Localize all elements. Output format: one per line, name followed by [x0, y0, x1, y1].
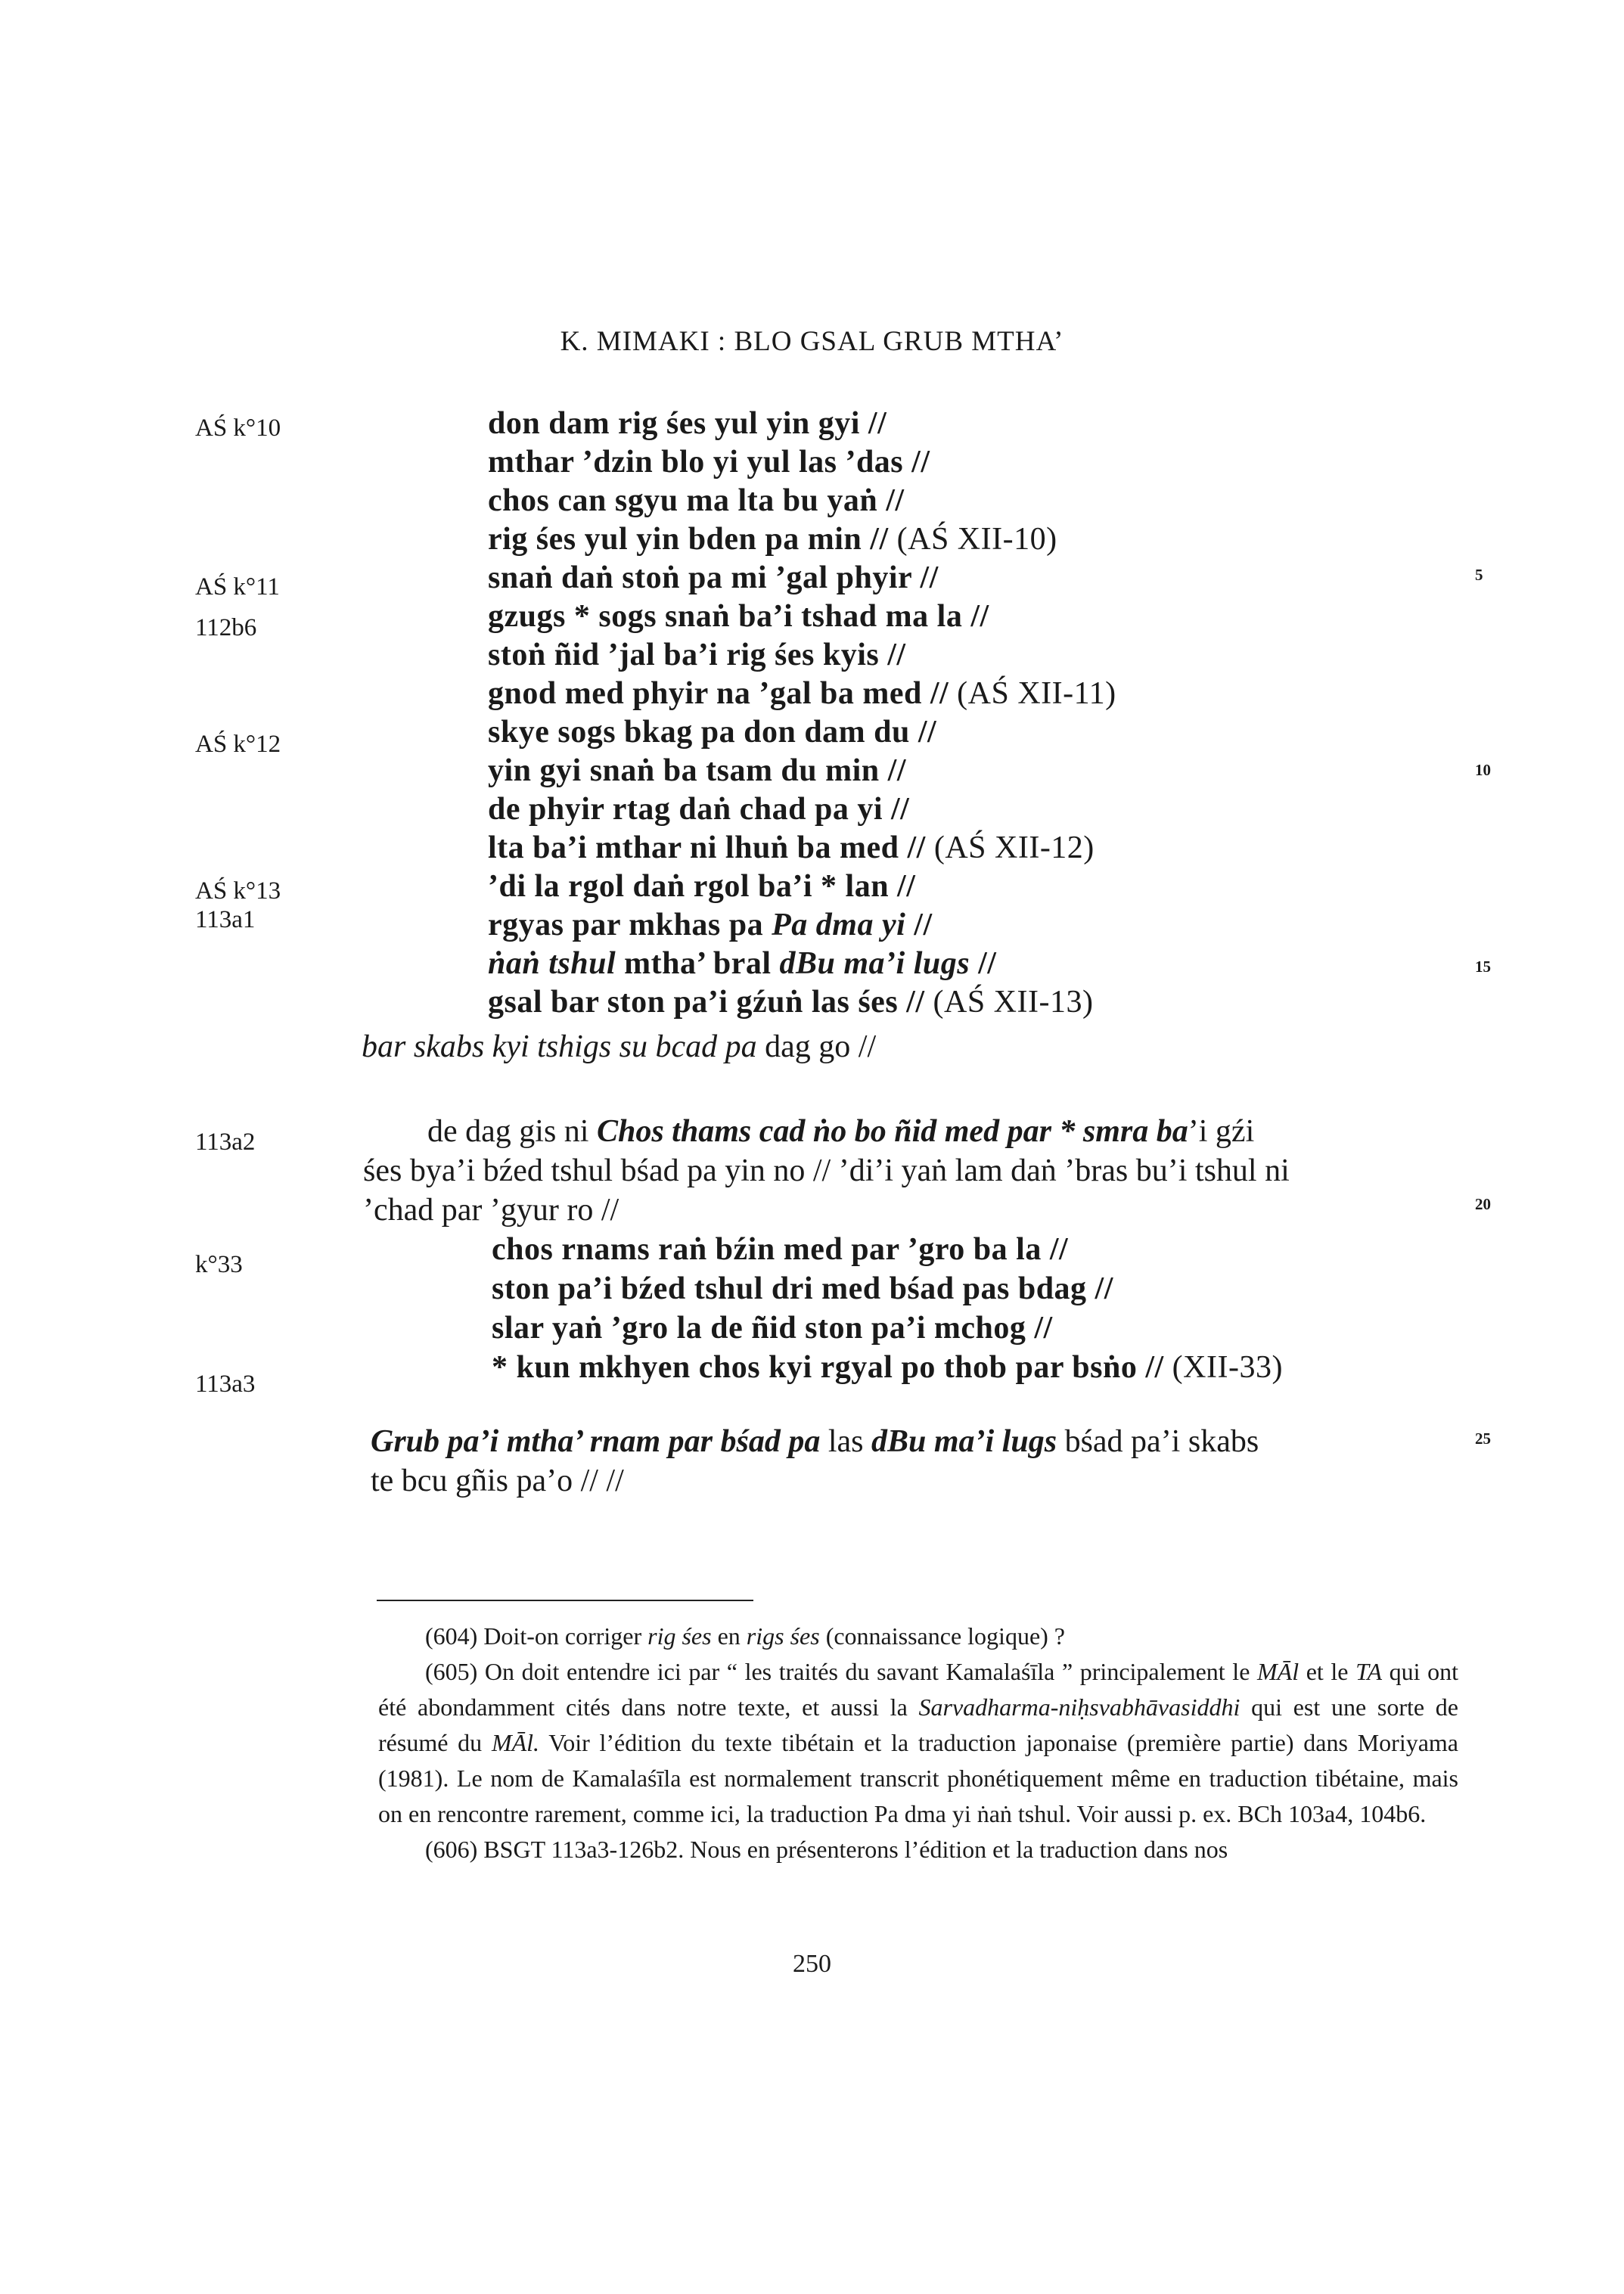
- verse-text: mtha’ bral: [616, 946, 780, 981]
- verse-line: [488, 521, 1057, 557]
- line-number: 10: [1475, 761, 1491, 779]
- verse-ref: (AŚ XII-10): [896, 522, 1057, 557]
- verse-line: de phyir rtag daṅ chad pa yi //: [488, 792, 910, 827]
- verse-ref: (XII-33): [1172, 1350, 1283, 1385]
- margin-ref: 113a2: [195, 1128, 256, 1156]
- verse-line: snaṅ daṅ stoṅ pa mi ’gal phyir //: [488, 560, 939, 595]
- line-number: 5: [1475, 566, 1483, 584]
- colophon-text: bśad pa’i skabs: [1057, 1424, 1259, 1459]
- margin-ref: 112b6: [195, 614, 257, 641]
- prose-line: śes bya’i bźed tshul bśad pa yin no // ’di’i yaṅ lam daṅ ’bras bu’i tshul ni: [363, 1153, 1290, 1188]
- verse-line: gzugs * sogs snaṅ ba’i tshad ma la //: [488, 599, 989, 634]
- prose-line: [427, 1113, 1254, 1150]
- prose-text: ’i gźi: [1188, 1114, 1255, 1149]
- margin-ref: 113a1: [195, 906, 256, 933]
- caption-title: bar skabs kyi tshigs su bcad pa: [362, 1029, 757, 1064]
- verse-line: [488, 830, 1095, 866]
- verse-text: //: [905, 908, 933, 942]
- verse-line: stoṅ ñid ’jal ba’i rig śes kyis //: [488, 638, 906, 672]
- verse-ref: (AŚ XII-11): [957, 676, 1116, 711]
- colophon-text: las: [820, 1424, 871, 1459]
- verse-text: //: [970, 946, 997, 981]
- verse-text: gnod med phyir na ’gal ba med //: [488, 676, 958, 711]
- margin-ref: AŚ k°10: [195, 414, 281, 442]
- verse-caption: [362, 1029, 876, 1065]
- colophon-title: dBu ma’i lugs: [871, 1424, 1057, 1459]
- margin-ref: AŚ k°12: [195, 731, 281, 758]
- verse-text: * kun mkhyen chos kyi rgyal po thob par bsṅo //: [492, 1350, 1172, 1385]
- verse-name: dBu ma’i lugs: [779, 946, 970, 981]
- verse-text: gsal bar ston pa’i gźuṅ las śes //: [488, 985, 933, 1020]
- footnotes: [378, 1619, 1458, 1867]
- footnote-604: (604) Doit-on corriger rig śes en rigs śes (connaissance logique) ?: [425, 1622, 1065, 1650]
- footnote-606: (606) BSGT 113a3-126b2. Nous en présenterons l’édition et la traduction dans nos: [425, 1836, 1228, 1863]
- verse-line: [492, 1349, 1283, 1386]
- line-number: 25: [1475, 1429, 1491, 1448]
- running-header: K. MIMAKI : BLO GSAL GRUB MTHA’: [560, 326, 1064, 357]
- verse-line: [488, 675, 1116, 712]
- colophon-line: [371, 1423, 1259, 1460]
- margin-ref: k°33: [195, 1251, 243, 1278]
- verse-line: [488, 945, 996, 982]
- verse-line: chos rnams raṅ bźin med par ’gro ba la //: [492, 1232, 1069, 1267]
- verse-name: Pa dma yi: [772, 908, 906, 942]
- footnote-rule: [377, 1600, 753, 1601]
- verse-line: chos can sgyu ma lta bu yaṅ //: [488, 483, 905, 518]
- verse-text: rgyas par mkhas pa: [488, 908, 772, 942]
- colophon-line: te bcu gñis pa’o // //: [371, 1464, 624, 1498]
- colophon-title: Grub pa’i mtha’ rnam par bśad pa: [371, 1424, 821, 1459]
- verse-text: lta ba’i mthar ni lhuṅ ba med //: [488, 830, 934, 865]
- verse-name: ṅaṅ tshul: [488, 946, 616, 981]
- prose-line: ’chad par ’gyur ro //: [363, 1193, 619, 1228]
- line-number: 15: [1475, 958, 1491, 976]
- verse-text: rig śes yul yin bden pa min //: [488, 522, 897, 557]
- caption-text: dag go //: [756, 1029, 877, 1064]
- prose-title: Chos thams cad ṅo bo ñid med par * smra ba: [596, 1114, 1188, 1149]
- verse-line: ’di la rgol daṅ rgol ba’i * lan //: [488, 869, 916, 904]
- verse-line: don dam rig śes yul yin gyi //: [488, 406, 887, 441]
- margin-ref: AŚ k°11: [195, 573, 280, 601]
- line-number: 20: [1475, 1195, 1491, 1213]
- margin-ref: 113a3: [195, 1371, 256, 1398]
- verse-ref: (AŚ XII-13): [933, 985, 1094, 1020]
- prose-text: de dag gis ni: [427, 1114, 597, 1149]
- verse-line: ston pa’i bźed tshul dri med bśad pas bdag //: [492, 1271, 1113, 1306]
- margin-ref: AŚ k°13: [195, 877, 281, 905]
- verse-line: mthar ’dzin blo yi yul las ’das //: [488, 445, 930, 480]
- verse-line: [488, 984, 1093, 1020]
- verse-line: [488, 907, 933, 943]
- verse-line: slar yaṅ ’gro la de ñid ston pa’i mchog //: [492, 1311, 1053, 1346]
- page-number: 250: [793, 1950, 831, 1978]
- footnote-605: (605) On doit entendre ici par “ les traités du savant Kamalaśīla ” principalement le MĀl et le TA qui ont été abondamment cités dans notre texte, et aussi la Sarvadharma-niḥsvabhāvasiddhi qui est une sorte de résumé du MĀl. Voir l’édition du texte tibétain et la traduction japonaise (première partie) dans Moriyama (1981). Le nom de Kamalaśīla est normalement transcrit phonétiquement même en traduction tibétaine, mais on en rencontre rarement, comme ici, la traduction Pa dma yi ṅaṅ tshul. Voir aussi p. ex. BCh 103a4, 104b6.: [378, 1658, 1459, 1827]
- verse-ref: (AŚ XII-12): [933, 830, 1095, 865]
- verse-line: skye sogs bkag pa don dam du //: [488, 715, 937, 750]
- verse-line: yin gyi snaṅ ba tsam du min //: [488, 753, 907, 788]
